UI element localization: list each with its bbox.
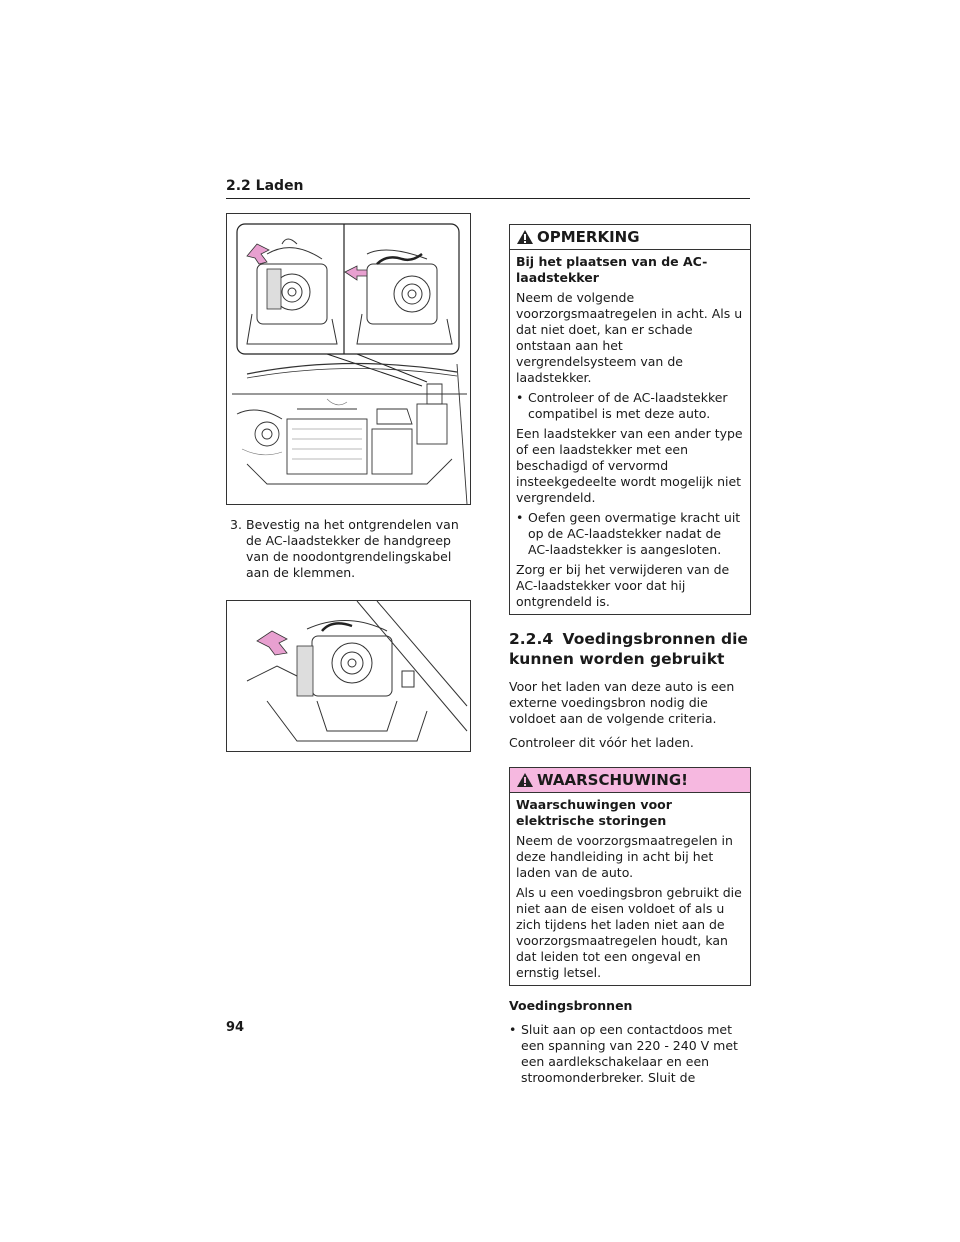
notice-bullet-1: • Controleer of de AC-laadstekker compatibel is met deze auto. xyxy=(516,390,728,421)
warning-triangle-icon xyxy=(516,229,534,245)
notice-header xyxy=(510,225,750,250)
warning-paragraph-2: Als u een voedingsbron gebruikt die niet aan de eisen voldoet of als u zich tijdens het laden niet aan de voorzorgsmaatregelen houdt, kan dat leiden tot een ongeval en ernstig letsel. xyxy=(516,885,742,980)
notice-bullet-2: • Oefen geen overmatige kracht uit op de AC-laadstekker nadat de AC-laadstekker is aangesloten. xyxy=(516,510,741,557)
notice-paragraph-1: Neem de volgende voorzorgsmaatregelen in acht. Als u dat niet doet, kan er schade ontstaan aan het vergrendelsysteem van de laadstekker. xyxy=(516,290,743,385)
step-text: Bevestig na het ontgrendelen van de AC-laadstekker de handgreep van de noodontgrendelingskabel aan de klemmen. xyxy=(246,517,459,580)
sources-heading: Voedingsbronnen xyxy=(509,998,633,1013)
notice-paragraph-2: Een laadstekker van een ander type of een laadstekker met een beschadigd of vervormd insteekgedeelte wordt mogelijk niet vergrendeld. xyxy=(516,426,743,505)
notice-title: OPMERKING xyxy=(537,228,640,246)
warning-subtitle: Waarschuwingen voor elektrische storingen xyxy=(516,797,672,828)
warning-title: WAARSCHUWING! xyxy=(537,771,689,789)
section-paragraph-2: Controleer dit vóór het laden. xyxy=(509,735,694,750)
warning-triangle-icon xyxy=(516,772,534,788)
warning-header xyxy=(510,768,750,793)
section-header: 2.2 Laden xyxy=(226,178,750,199)
section-number: 2.2.4 xyxy=(509,630,554,648)
section-heading xyxy=(509,629,751,669)
right-column xyxy=(509,224,751,1090)
bullet-dot-icon: • xyxy=(516,390,524,405)
notice-box xyxy=(509,224,751,615)
figure-engine-bay xyxy=(226,213,471,505)
bullet-dot-icon: • xyxy=(516,510,524,525)
bullet-dot-icon: • xyxy=(509,1022,517,1037)
warning-paragraph-1: Neem de voorzorgsmaatregelen in deze handleiding in acht bij het laden van de auto. xyxy=(516,833,733,880)
notice-paragraph-3: Zorg er bij het verwijderen van de AC-laadstekker voor dat hij ontgrendeld is. xyxy=(516,562,730,609)
notice-subtitle: Bij het plaatsen van de AC-laadstekker xyxy=(516,254,708,285)
step-3 xyxy=(230,517,468,581)
section-paragraph-1: Voor het laden van deze auto is een externe voedingsbron nodig die voldoet aan de volgende criteria. xyxy=(509,679,735,726)
step-number: 3. xyxy=(230,517,242,532)
figure-handle-clamps xyxy=(226,600,471,752)
section-title: Voedingsbronnen die kunnen worden gebruikt xyxy=(509,630,748,668)
engine-bay-illustration xyxy=(227,214,470,504)
handle-clamp-illustration xyxy=(227,601,470,751)
page-number: 94 xyxy=(226,1020,245,1035)
warning-box xyxy=(509,767,751,986)
sources-bullet-1: • Sluit aan op een contactdoos met een spanning van 220 - 240 V met een aardlekschakelaar en een stroomonderbreker. Sluit de xyxy=(509,1022,738,1085)
